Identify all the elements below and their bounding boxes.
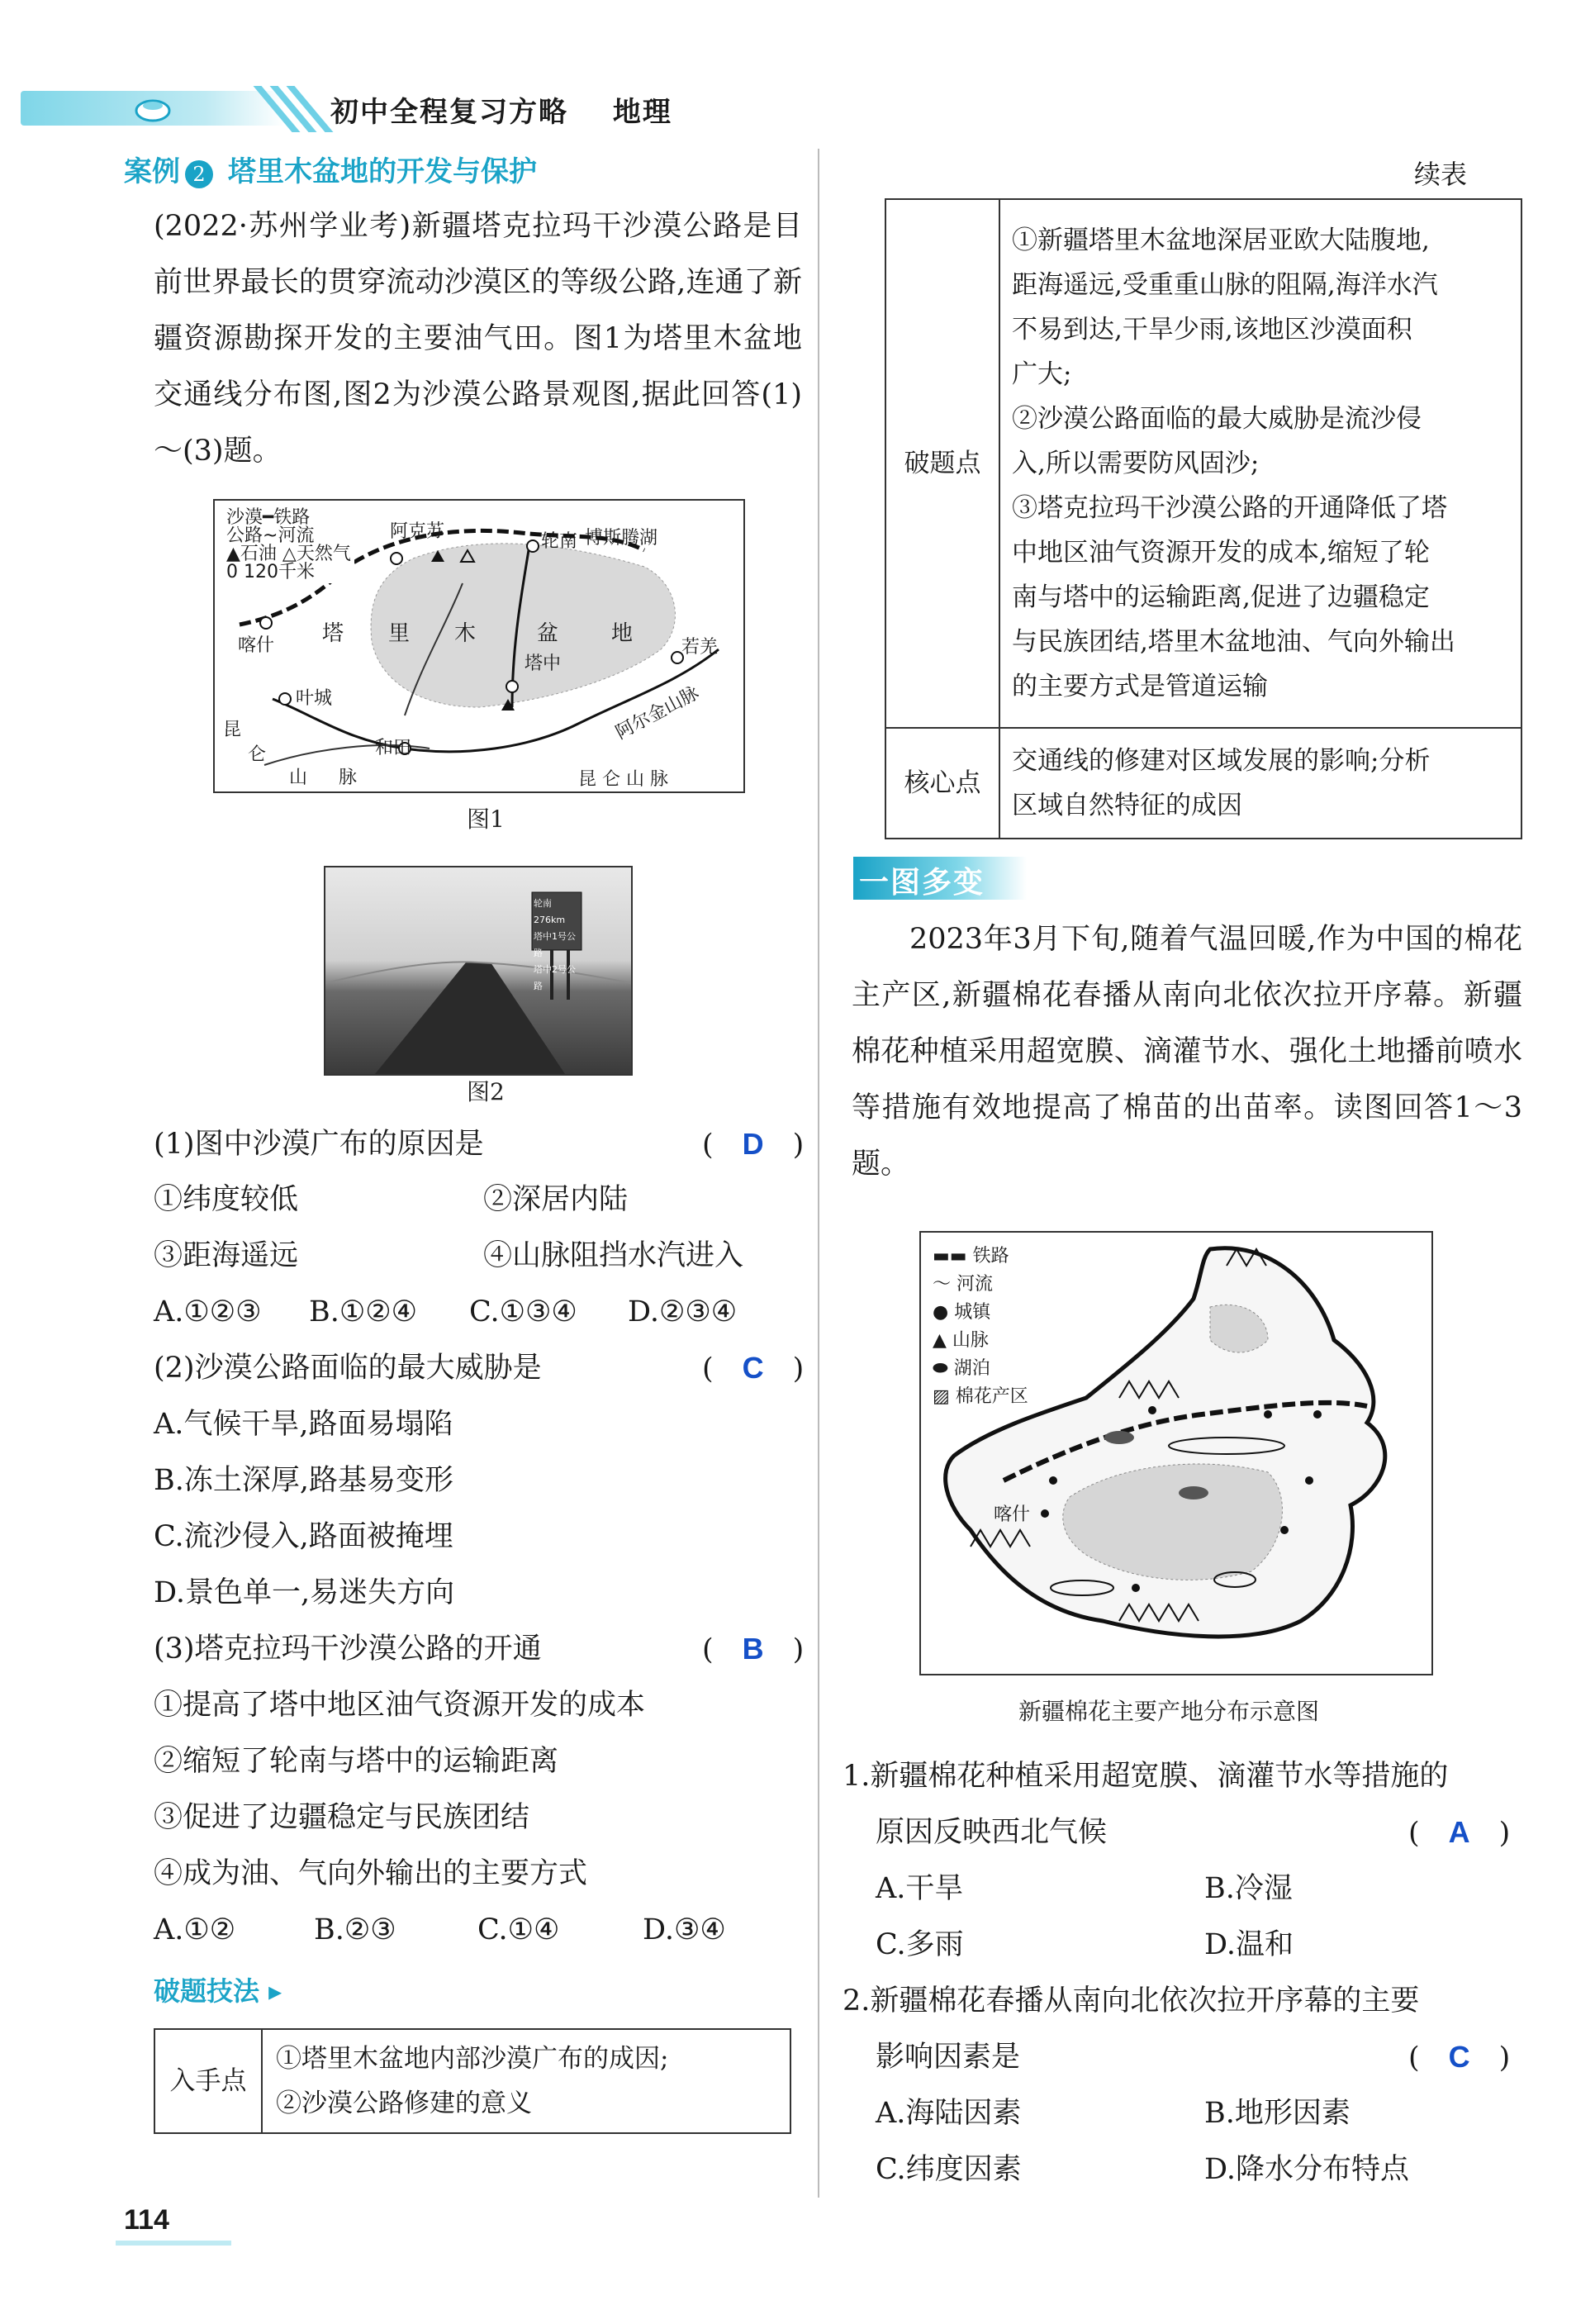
map-label: 喀什 xyxy=(238,635,275,656)
break-label: 破题点 xyxy=(885,199,999,728)
mq2-answer: C xyxy=(1448,2040,1470,2074)
q3-item: ③促进了边疆稳定与民族团结 xyxy=(154,1801,530,1834)
lake xyxy=(1179,1486,1208,1499)
play-icon: ▸ xyxy=(259,1975,282,2007)
map-label: 盆 xyxy=(537,621,559,646)
map-label: 若羌 xyxy=(681,637,719,658)
q3-item: ②缩短了轮南与塔中的运输距离 xyxy=(154,1745,559,1778)
q1-option: ③距海遥远 xyxy=(154,1239,299,1272)
mq2-stem-cont: 影响因素是 xyxy=(876,2041,1021,2074)
q2-answer-box: ( C ) xyxy=(702,1351,805,1385)
case-intro: (2022·苏州学业考)新疆塔克拉玛干沙漠公路是目前世界最长的贯穿流动沙漠区的等级公路,连通了新疆资源勘探开发的主要油气田。图1为塔里木盆地交通线分布图,图2为沙漠公路景观图,据此回答(1)～(3)题。 xyxy=(154,210,802,468)
q3-choice: B.②③ xyxy=(314,1913,396,1946)
mq1-answer: A xyxy=(1448,1815,1470,1849)
q1-option: ①纬度较低 xyxy=(154,1183,299,1216)
q3-stem: (3)塔克拉玛干沙漠公路的开通 xyxy=(154,1633,542,1666)
q1-choice: D.②③④ xyxy=(628,1295,738,1328)
desert-road-photo xyxy=(324,866,633,1076)
subject-title: 地理 xyxy=(612,96,672,129)
mq1-stem: 1.新疆棉花种植采用超宽膜、滴灌节水等措施的 xyxy=(843,1760,1449,1793)
multi-intro: 2023年3月下旬,随着气温回暖,作为中国的棉花主产区,新疆棉花春播从南向北依次拉开序幕。新疆棉花种植采用超宽膜、滴灌节水、强化土地播前喷水等措施有效地提高了棉苗的出苗率。读图回答1～3题。 xyxy=(852,923,1522,1181)
q1-answer: D xyxy=(742,1127,764,1161)
header-title xyxy=(330,89,672,130)
q1-choice: A.①②③ xyxy=(154,1295,262,1328)
cup-icon xyxy=(132,94,173,126)
map-label: 里 xyxy=(388,621,411,646)
tips-title xyxy=(154,1970,282,2008)
map-label: 叶城 xyxy=(296,688,333,709)
xinjiang-legend: ▬▬ 铁路 ～ 河流 ● 城镇 ▲ 山脉 ⬬ 湖泊 ▨ 棉花产区 xyxy=(929,1243,1028,1411)
map-label: 博斯腾湖 xyxy=(585,528,658,549)
mq1-option: C.多雨 xyxy=(876,1928,964,1961)
q3-choice: C.①④ xyxy=(477,1913,560,1946)
mq1-option: D.温和 xyxy=(1204,1928,1294,1961)
map-label: 地 xyxy=(611,621,634,646)
q2-option: B.冻土深厚,路基易变形 xyxy=(154,1464,453,1497)
book-title: 初中全程复习方略 xyxy=(330,96,568,129)
map-label: 和田 xyxy=(375,738,412,758)
break-content: ①新疆塔里木盆地深居亚欧大陆腹地, 距海遥远,受重重山脉的阻隔,海洋水汽 不易到达,干旱少雨,该地区沙漠面积 广大; ②沙漠公路面临的最大威胁是流沙侵 入,所以需要防风固沙; ③塔克拉玛干沙漠公路的开通降低了塔 中地区油气资源开发的成本,缩短了轮 南与塔中的运输距离,促进了边疆稳定 与民族团结,塔里木盆地油、气向外输出 的主要方式是管道运输 xyxy=(999,199,1521,728)
mq2-option: A.海陆因素 xyxy=(876,2097,1022,2130)
map-legend: 沙漠━铁路 公路~河流 ▲石油 △天然气 0 120千米 xyxy=(223,507,354,583)
mq1-option: B.冷湿 xyxy=(1204,1872,1293,1905)
q3-answer: B xyxy=(742,1632,764,1666)
map-label: 阿克苏 xyxy=(390,521,445,542)
mq1-stem-cont: 原因反映西北气候 xyxy=(876,1816,1108,1849)
map-label-kashgar: 喀什 xyxy=(994,1504,1031,1525)
road-sign: 轮南 276km 塔中1号公路 塔中2号公路 xyxy=(534,898,576,991)
q2-stem: (2)沙漠公路面临的最大威胁是 xyxy=(154,1352,542,1385)
map-label: 塔 xyxy=(322,621,344,646)
q1-choice: C.①③④ xyxy=(469,1295,577,1328)
q2-answer: C xyxy=(742,1351,764,1385)
entry-content: ①塔里木盆地内部沙漠广布的成因; ②沙漠公路修建的意义 xyxy=(262,2029,790,2133)
mq1-option: A.干旱 xyxy=(876,1872,964,1905)
tarim-basin-map xyxy=(213,499,745,793)
continued-label: 续表 xyxy=(1414,159,1468,190)
map-label: 塔中 xyxy=(525,653,562,674)
map-label: 轮南 xyxy=(541,531,578,552)
mq2-answer-box: ( C ) xyxy=(1408,2040,1511,2074)
q1-choice: B.①②④ xyxy=(309,1295,417,1328)
map-label: 脉 xyxy=(339,768,358,788)
q3-choice: D.③④ xyxy=(643,1913,726,1946)
q1-option: ②深居内陆 xyxy=(483,1183,629,1216)
continued-table xyxy=(885,198,1522,839)
mq2-option: B.地形因素 xyxy=(1204,2097,1351,2130)
fig1-caption: 图1 xyxy=(467,806,505,833)
entry-label: 入手点 xyxy=(154,2029,262,2133)
q2-option: C.流沙侵入,路面被掩埋 xyxy=(154,1520,453,1553)
mq2-option: D.降水分布特点 xyxy=(1204,2153,1409,2186)
q2-option: A.气候干旱,路面易塌陷 xyxy=(154,1408,453,1441)
q3-item: ④成为油、气向外输出的主要方式 xyxy=(154,1857,588,1890)
fig2-caption: 图2 xyxy=(467,1078,505,1105)
map-label: 山 xyxy=(289,768,308,788)
q3-item: ①提高了塔中地区油气资源开发的成本 xyxy=(154,1689,646,1722)
lake xyxy=(1104,1431,1134,1444)
mq2-option: C.纬度因素 xyxy=(876,2153,1022,2186)
q3-choice: A.①② xyxy=(154,1913,236,1946)
mq1-answer-box: ( A ) xyxy=(1408,1815,1511,1850)
xinjiang-map-caption: 新疆棉花主要产地分布示意图 xyxy=(1018,1698,1320,1725)
case-number: 2 xyxy=(185,160,213,188)
q3-answer-box: ( B ) xyxy=(702,1632,805,1666)
q1-answer-box: ( D ) xyxy=(702,1127,805,1162)
map-label: 木 xyxy=(454,621,477,646)
mq2-stem: 2.新疆棉花春播从南向北依次拉开序幕的主要 xyxy=(843,1984,1420,2017)
map-label: 阿尔金山脉 xyxy=(612,682,703,744)
entry-point-table xyxy=(154,2028,791,2134)
map-label: 昆 仑 山 脉 xyxy=(578,769,668,790)
page-number: 114 xyxy=(124,2204,169,2236)
core-content: 交通线的修建对区域发展的影响;分析 区域自然特征的成因 xyxy=(999,728,1521,839)
multi-title: 一图多变 xyxy=(859,866,985,900)
core-label: 核心点 xyxy=(885,728,999,839)
case-heading xyxy=(124,149,537,189)
map-label: 昆 xyxy=(223,720,242,740)
tips-title-text: 破题技法 xyxy=(154,1975,260,2007)
case-title: 塔里木盆地的开发与保护 xyxy=(228,155,537,188)
q1-stem: (1)图中沙漠广布的原因是 xyxy=(154,1128,484,1161)
xinjiang-cotton-map xyxy=(919,1231,1433,1675)
page-number-bar xyxy=(116,2241,231,2246)
column-divider xyxy=(818,149,819,2198)
case-label: 案例 xyxy=(124,155,180,188)
q2-option: D.景色单一,易迷失方向 xyxy=(154,1576,455,1609)
q1-option: ④山脉阻挡水汽进入 xyxy=(483,1239,744,1272)
map-label: 仑 xyxy=(248,744,267,765)
